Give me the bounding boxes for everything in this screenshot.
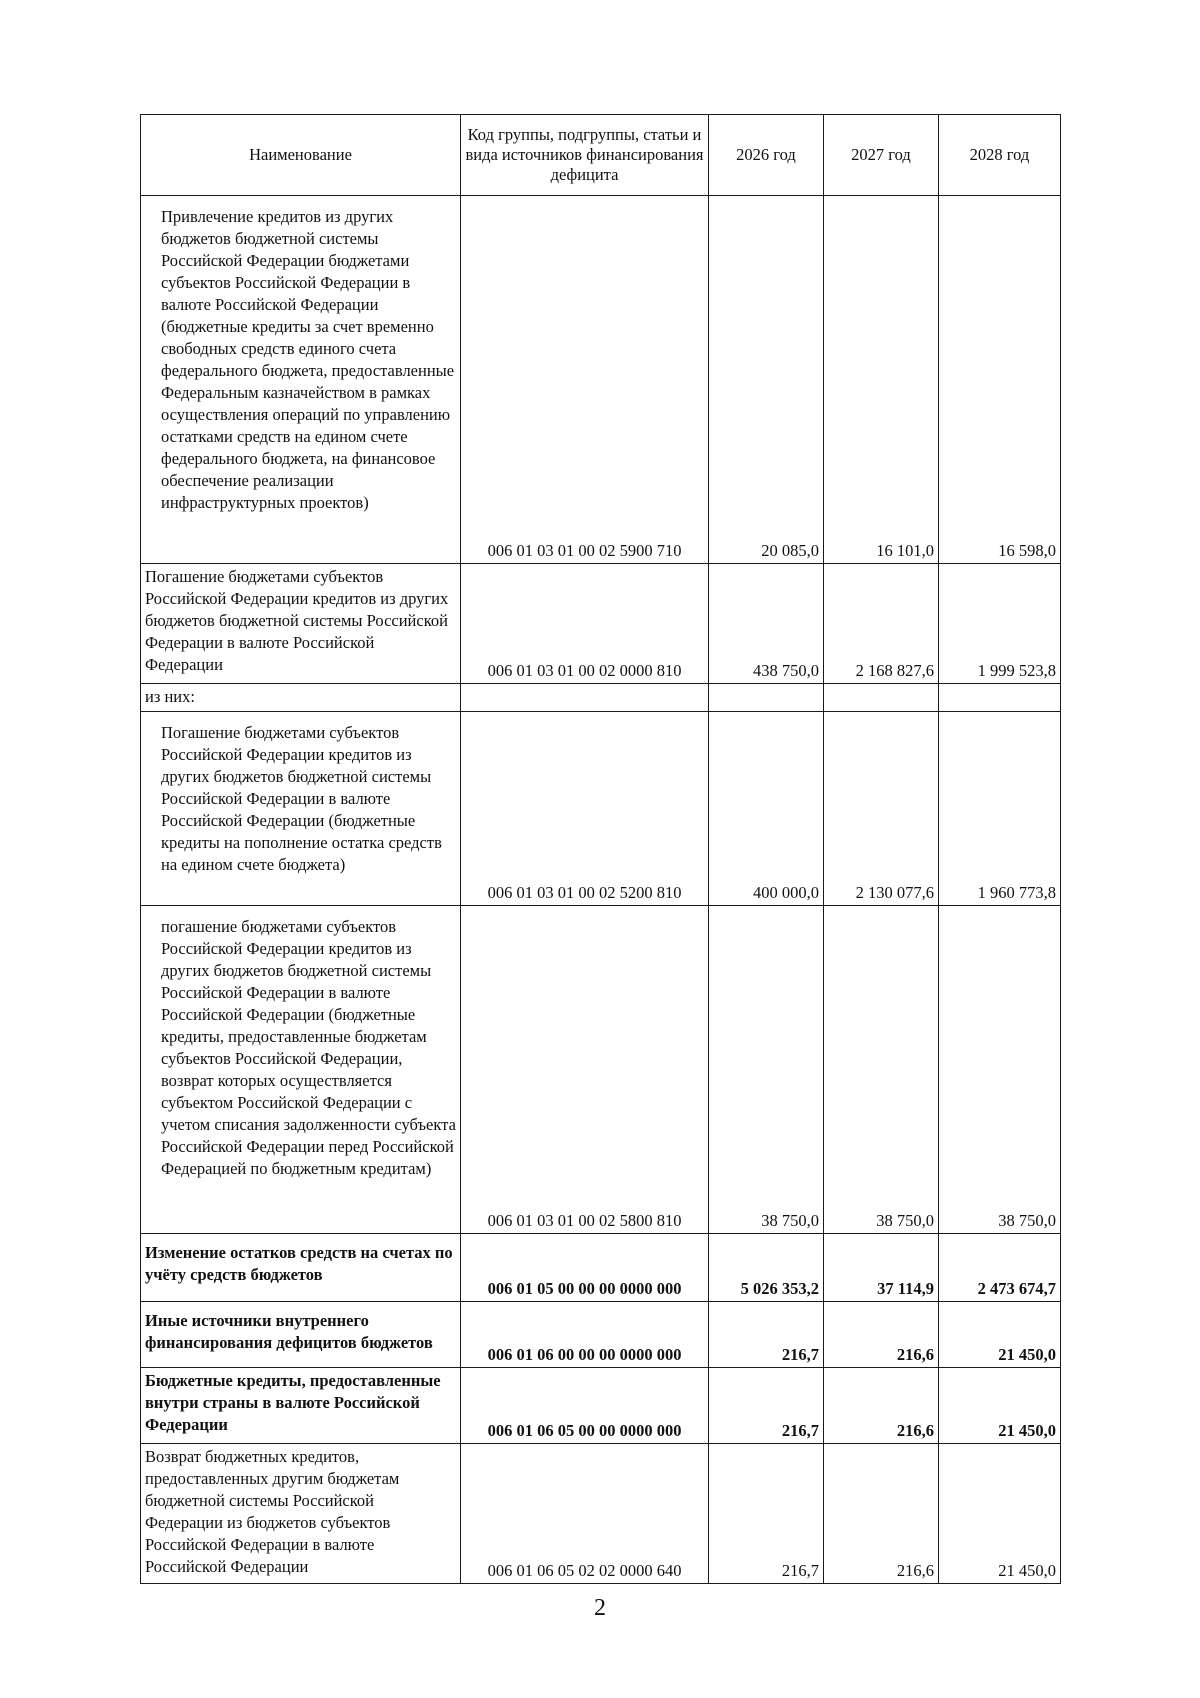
budget-sources-table [140,114,1061,1584]
row-value-2027: 37 114,9 [824,1234,939,1302]
row-value-2028: 38 750,0 [939,906,1061,1234]
header-2026: 2026 год [709,115,824,196]
table-row [141,1302,1061,1368]
row-value-2026: 438 750,0 [709,564,824,684]
row-value-2028 [939,684,1061,712]
header-2028: 2028 год [939,115,1061,196]
row-value-2027: 38 750,0 [824,906,939,1234]
table-row [141,1234,1061,1302]
row-value-2028: 21 450,0 [939,1368,1061,1444]
row-value-2028: 21 450,0 [939,1302,1061,1368]
row-value-2026: 216,7 [709,1444,824,1584]
row-value-2027: 216,6 [824,1302,939,1368]
row-name: Иные источники внутреннего финансирования дефицитов бюджетов [141,1302,461,1368]
row-code: 006 01 05 00 00 00 0000 000 [461,1234,709,1302]
row-code: 006 01 03 01 00 02 5800 810 [461,906,709,1234]
row-value-2026: 400 000,0 [709,712,824,906]
row-code: 006 01 06 05 02 02 0000 640 [461,1444,709,1584]
row-name: Изменение остатков средств на счетах по учёту средств бюджетов [141,1234,461,1302]
row-value-2027: 216,6 [824,1444,939,1584]
row-name: из них: [141,684,461,712]
row-value-2026: 5 026 353,2 [709,1234,824,1302]
table-row [141,684,1061,712]
row-code: 006 01 03 01 00 02 0000 810 [461,564,709,684]
row-code: 006 01 06 05 00 00 0000 000 [461,1368,709,1444]
row-value-2027 [824,684,939,712]
table-row [141,1368,1061,1444]
row-value-2027: 216,6 [824,1368,939,1444]
row-name: Возврат бюджетных кредитов, предоставленных другим бюджетам бюджетной системы Российской Федерации из бюджетов субъектов Российской Федерации в валюте Российской Федерации [141,1444,461,1584]
row-code: 006 01 06 00 00 00 0000 000 [461,1302,709,1368]
table-row [141,1444,1061,1584]
row-value-2027: 16 101,0 [824,196,939,564]
table-row [141,564,1061,684]
table-header-row [141,115,1061,196]
header-name: Наименование [141,115,461,196]
row-code [461,684,709,712]
row-name: Бюджетные кредиты, предоставленные внутри страны в валюте Российской Федерации [141,1368,461,1444]
row-value-2028: 21 450,0 [939,1444,1061,1584]
row-name: погашение бюджетами субъектов Российской Федерации кредитов из других бюджетов бюджетной системы Российской Федерации в валюте Российской Федерации (бюджетные кредиты, предоставленные бюджетам субъектов Российской Федерации, возврат которых осуществляется субъектом Российской Федерации с учетом списания задолженности субъекта Российской Федерации перед Российской Федерацией по бюджетным кредитам) [141,906,461,1234]
row-name: Привлечение кредитов из других бюджетов бюджетной системы Российской Федерации бюджетами субъектов Российской Федерации в валюте Российской Федерации (бюджетные кредиты за счет временно свободных средств единого счета федерального бюджета, предоставленные Федеральным казначейством в рамках осуществления операций по управлению остатками средств на едином счете федерального бюджета, на финансовое обеспечение реализации инфраструктурных проектов) [141,196,461,564]
page-number: 2 [594,1595,606,1621]
row-value-2026: 20 085,0 [709,196,824,564]
row-code: 006 01 03 01 00 02 5200 810 [461,712,709,906]
row-name: Погашение бюджетами субъектов Российской Федерации кредитов из других бюджетов бюджетной системы Российской Федерации в валюте Российской Федерации (бюджетные кредиты на пополнение остатка средств на едином счете бюджета) [141,712,461,906]
row-value-2028: 2 473 674,7 [939,1234,1061,1302]
row-name: Погашение бюджетами субъектов Российской Федерации кредитов из других бюджетов бюджетной системы Российской Федерации в валюте Российской Федерации [141,564,461,684]
table-row [141,712,1061,906]
row-value-2028: 16 598,0 [939,196,1061,564]
table-row [141,906,1061,1234]
row-value-2026: 38 750,0 [709,906,824,1234]
row-value-2027: 2 168 827,6 [824,564,939,684]
row-code: 006 01 03 01 00 02 5900 710 [461,196,709,564]
row-value-2028: 1 999 523,8 [939,564,1061,684]
row-value-2027: 2 130 077,6 [824,712,939,906]
row-value-2026: 216,7 [709,1302,824,1368]
header-2027: 2027 год [824,115,939,196]
row-value-2026: 216,7 [709,1368,824,1444]
table-row [141,196,1061,564]
header-code: Код группы, подгруппы, статьи и вида источников финансирования дефицита [461,115,709,196]
row-value-2026 [709,684,824,712]
row-value-2028: 1 960 773,8 [939,712,1061,906]
